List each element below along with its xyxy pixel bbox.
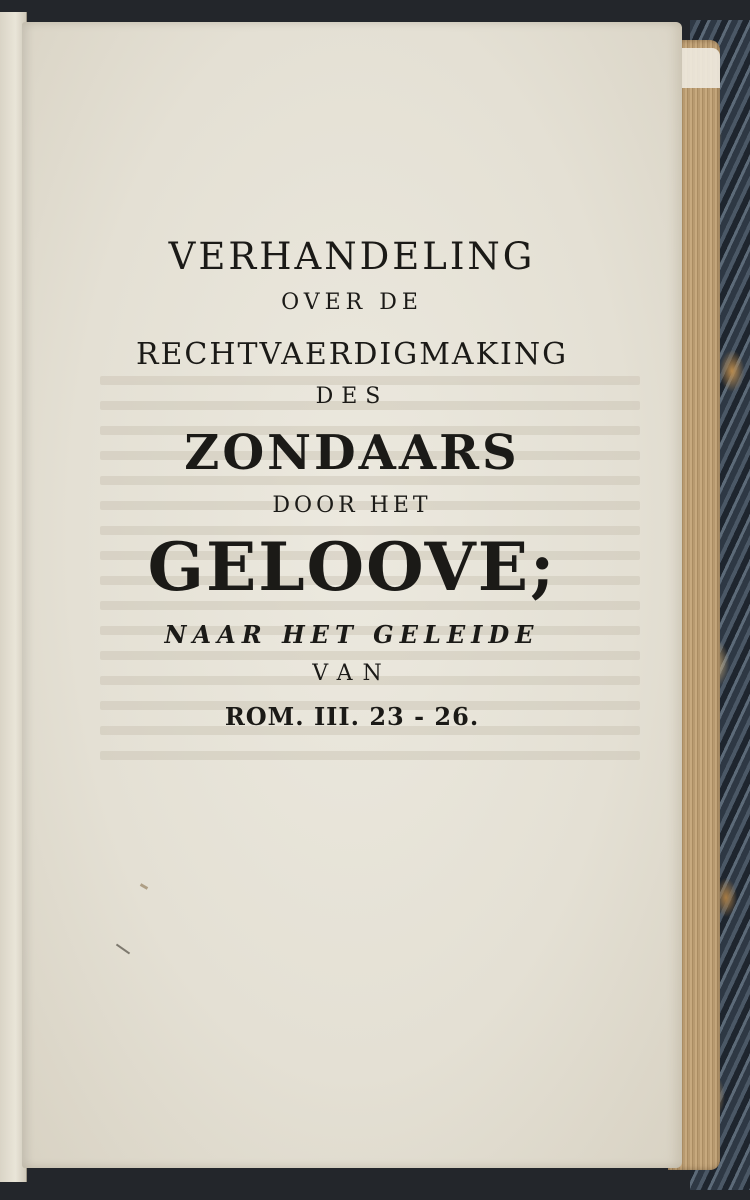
title-line-zondaars: ZONDAARS <box>184 425 520 481</box>
title-line-van: VAN <box>312 661 392 686</box>
title-line-scripture-reference: ROM. III. 23 - 26. <box>224 702 480 731</box>
title-line-rechtvaerdigmaking: RECHTVAERDIGMAKING <box>135 337 569 372</box>
title-line-verhandeling: VERHANDELING <box>168 235 536 278</box>
page-corner <box>676 48 720 88</box>
title-text-block <box>22 225 682 731</box>
title-line-over-de: OVER DE <box>281 290 423 315</box>
title-line-geloove: GELOOVE; <box>147 528 557 606</box>
title-line-naar-het-geleide: NAAR HET GELEIDE <box>164 620 540 649</box>
title-line-door-het: DOOR HET <box>272 493 432 518</box>
title-line-des: DES <box>315 384 389 409</box>
